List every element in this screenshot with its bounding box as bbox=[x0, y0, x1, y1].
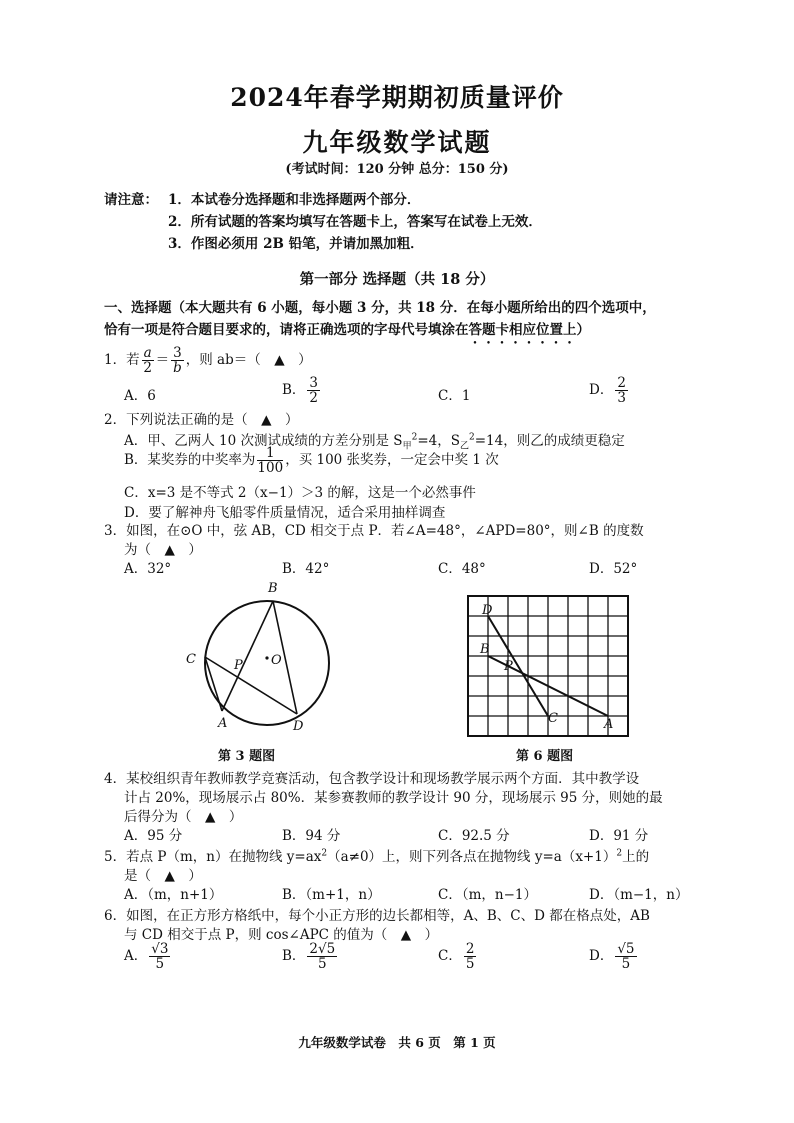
figure-6-grid bbox=[462, 590, 632, 740]
label-c: C bbox=[186, 652, 196, 667]
label-a: A bbox=[218, 716, 228, 731]
label-b: B bbox=[480, 642, 490, 657]
q1-option-c: C．1 bbox=[438, 388, 471, 404]
q4-stem-line1: 4．某校组织青年教师教学竞赛活动，包含教学设计和现场教学展示两个方面．其中教学设 bbox=[104, 771, 640, 787]
q5-stem-line2: 是（ ▲ ） bbox=[124, 868, 202, 884]
q6-option-d: D． $\frac{√5}{5}$ bbox=[589, 941, 635, 973]
q1-stem bbox=[104, 346, 312, 375]
q3-stem-line1: 3．如图，在⊙O 中，弦 AB，CD 相交于点 P．若∠A=48°，∠APD=80°，则∠B 的度数 bbox=[104, 523, 644, 539]
q1-prefix: 1．若 bbox=[104, 352, 140, 369]
label-a: A bbox=[604, 717, 614, 732]
part1-heading: 第一部分 选择题（共 18 分） bbox=[299, 271, 495, 288]
q2-option-d: D．要了解神舟飞船零件质量情况，适合采用抽样调查 bbox=[124, 505, 446, 521]
center-point bbox=[265, 656, 268, 659]
exam-subject-title: 九年级数学试题 bbox=[302, 128, 492, 157]
q5-option-a: A．（m，n+1） bbox=[124, 887, 223, 903]
page-footer: 九年级数学试卷 共 6 页 第 1 页 bbox=[298, 1035, 496, 1050]
label-p: P bbox=[234, 658, 243, 673]
q3-option-a: A．32° bbox=[124, 561, 172, 577]
q3-option-c: C．48° bbox=[438, 561, 486, 577]
label-o: O bbox=[271, 653, 282, 668]
label-d: D bbox=[482, 603, 493, 618]
q1-fraction-1: $\frac{a}{2}$ bbox=[143, 345, 152, 377]
q6-stem-line2: 与 CD 相交于点 P，则 cos∠APC 的值为（ ▲ ） bbox=[124, 927, 439, 943]
q1-option-d: D． $\frac{2}{3}$ bbox=[589, 375, 626, 407]
q4-stem-line2: 计占 20%，现场展示占 80%．某参赛教师的教学设计 90 分，现场展示 95 分，则她的最 bbox=[124, 790, 663, 806]
q5-option-d: D．（m−1，n） bbox=[589, 887, 689, 903]
q1-eq: ＝ bbox=[155, 352, 170, 369]
instruction-close: ） bbox=[576, 322, 590, 338]
q3-option-d: D．52° bbox=[589, 561, 638, 577]
note-item: 2．所有试题的答案均填写在答题卡上，答案写在试卷上无效． bbox=[168, 214, 542, 230]
q6-option-b: B． $\frac{2√5}{5}$ bbox=[282, 941, 336, 973]
q2-option-a: A．甲、乙两人 10 次测试成绩的方差分别是 $S_甲^2=4$，$S_乙^2=14$，则乙的成绩更稳定 bbox=[124, 432, 625, 452]
q4-option-d: D．91 分 bbox=[589, 828, 649, 844]
q3-stem-line2: 为（ ▲ ） bbox=[124, 542, 202, 558]
q1-option-a: A．6 bbox=[124, 388, 156, 404]
q6-option-c: C． $\frac{2}{5}$ bbox=[438, 941, 475, 973]
chord-cd bbox=[205, 657, 297, 714]
figure-3-caption: 第 3 题图 bbox=[218, 749, 276, 764]
instruction-text: 恰有一项是符合题目要求的，请将正确选项的字母代号填涂在 bbox=[104, 322, 469, 338]
q2-option-b: B．某奖券的中奖率为 $\frac{1}{100}$ ，买 100 张奖券，一定会中奖 1 次 bbox=[124, 445, 499, 477]
q2-stem: 2．下列说法正确的是（ ▲ ） bbox=[104, 412, 299, 428]
q6-stem-line1: 6．如图，在正方形方格纸中，每个小正方形的边长都相等，A、B、C、D 都在格点处，AB bbox=[104, 908, 650, 924]
exam-info: (考试时间：120 分钟 总分：150 分) bbox=[285, 162, 509, 177]
q5-option-b: B．（m+1，n） bbox=[282, 887, 381, 903]
q4-option-c: C．92.5 分 bbox=[438, 828, 510, 844]
q4-option-b: B．94 分 bbox=[282, 828, 341, 844]
note-item: 3．作图必须用 2B 铅笔，并请加黑加粗． bbox=[168, 236, 424, 252]
segment-dc bbox=[488, 616, 548, 716]
q4-option-a: A．95 分 bbox=[124, 828, 183, 844]
q1-option-b: B． $\frac{3}{2}$ bbox=[282, 375, 319, 407]
q1-fraction-2: $\frac{3}{b}$ bbox=[173, 345, 182, 377]
figure-6-caption: 第 6 题图 bbox=[516, 749, 574, 764]
q4-stem-line3: 后得分为（ ▲ ） bbox=[124, 809, 243, 825]
q3-option-b: B．42° bbox=[282, 561, 330, 577]
q5-stem-line1: 5．若点 P（m，n）在抛物线 $y=ax^2(a\ne 0)$上，则下列各点在抛物线 $y=a(x+1)^2$上的 bbox=[104, 848, 650, 865]
exam-title: 2024年春学期期初质量评价 bbox=[230, 83, 564, 112]
q2-option-c: C．x=3 是不等式 2（x−1）＞3 的解，这是一个必然事件 bbox=[124, 485, 476, 501]
notes-label: 请注意： bbox=[104, 192, 158, 208]
q1-suffix: ，则 ab＝（ ▲ ） bbox=[185, 352, 312, 369]
part1-instruction-line2 bbox=[104, 318, 590, 347]
instruction-emphasis: 答题卡相应位置上 bbox=[468, 322, 577, 338]
label-d: D bbox=[293, 719, 304, 734]
q6-option-a: A． $\frac{√3}{5}$ bbox=[124, 941, 169, 973]
part1-instruction-line1: 一、选择题（本大题共有 6 小题，每小题 3 分，共 18 分．在每小题所给出的四个选项中， bbox=[104, 300, 656, 316]
label-c: C bbox=[548, 711, 558, 726]
q5-option-c: C．（m，n−1） bbox=[438, 887, 537, 903]
label-p: P bbox=[504, 659, 513, 674]
note-item: 1．本试卷分选择题和非选择题两个部分． bbox=[168, 192, 421, 208]
figure-3-circle bbox=[180, 578, 350, 738]
label-b: B bbox=[268, 581, 278, 596]
